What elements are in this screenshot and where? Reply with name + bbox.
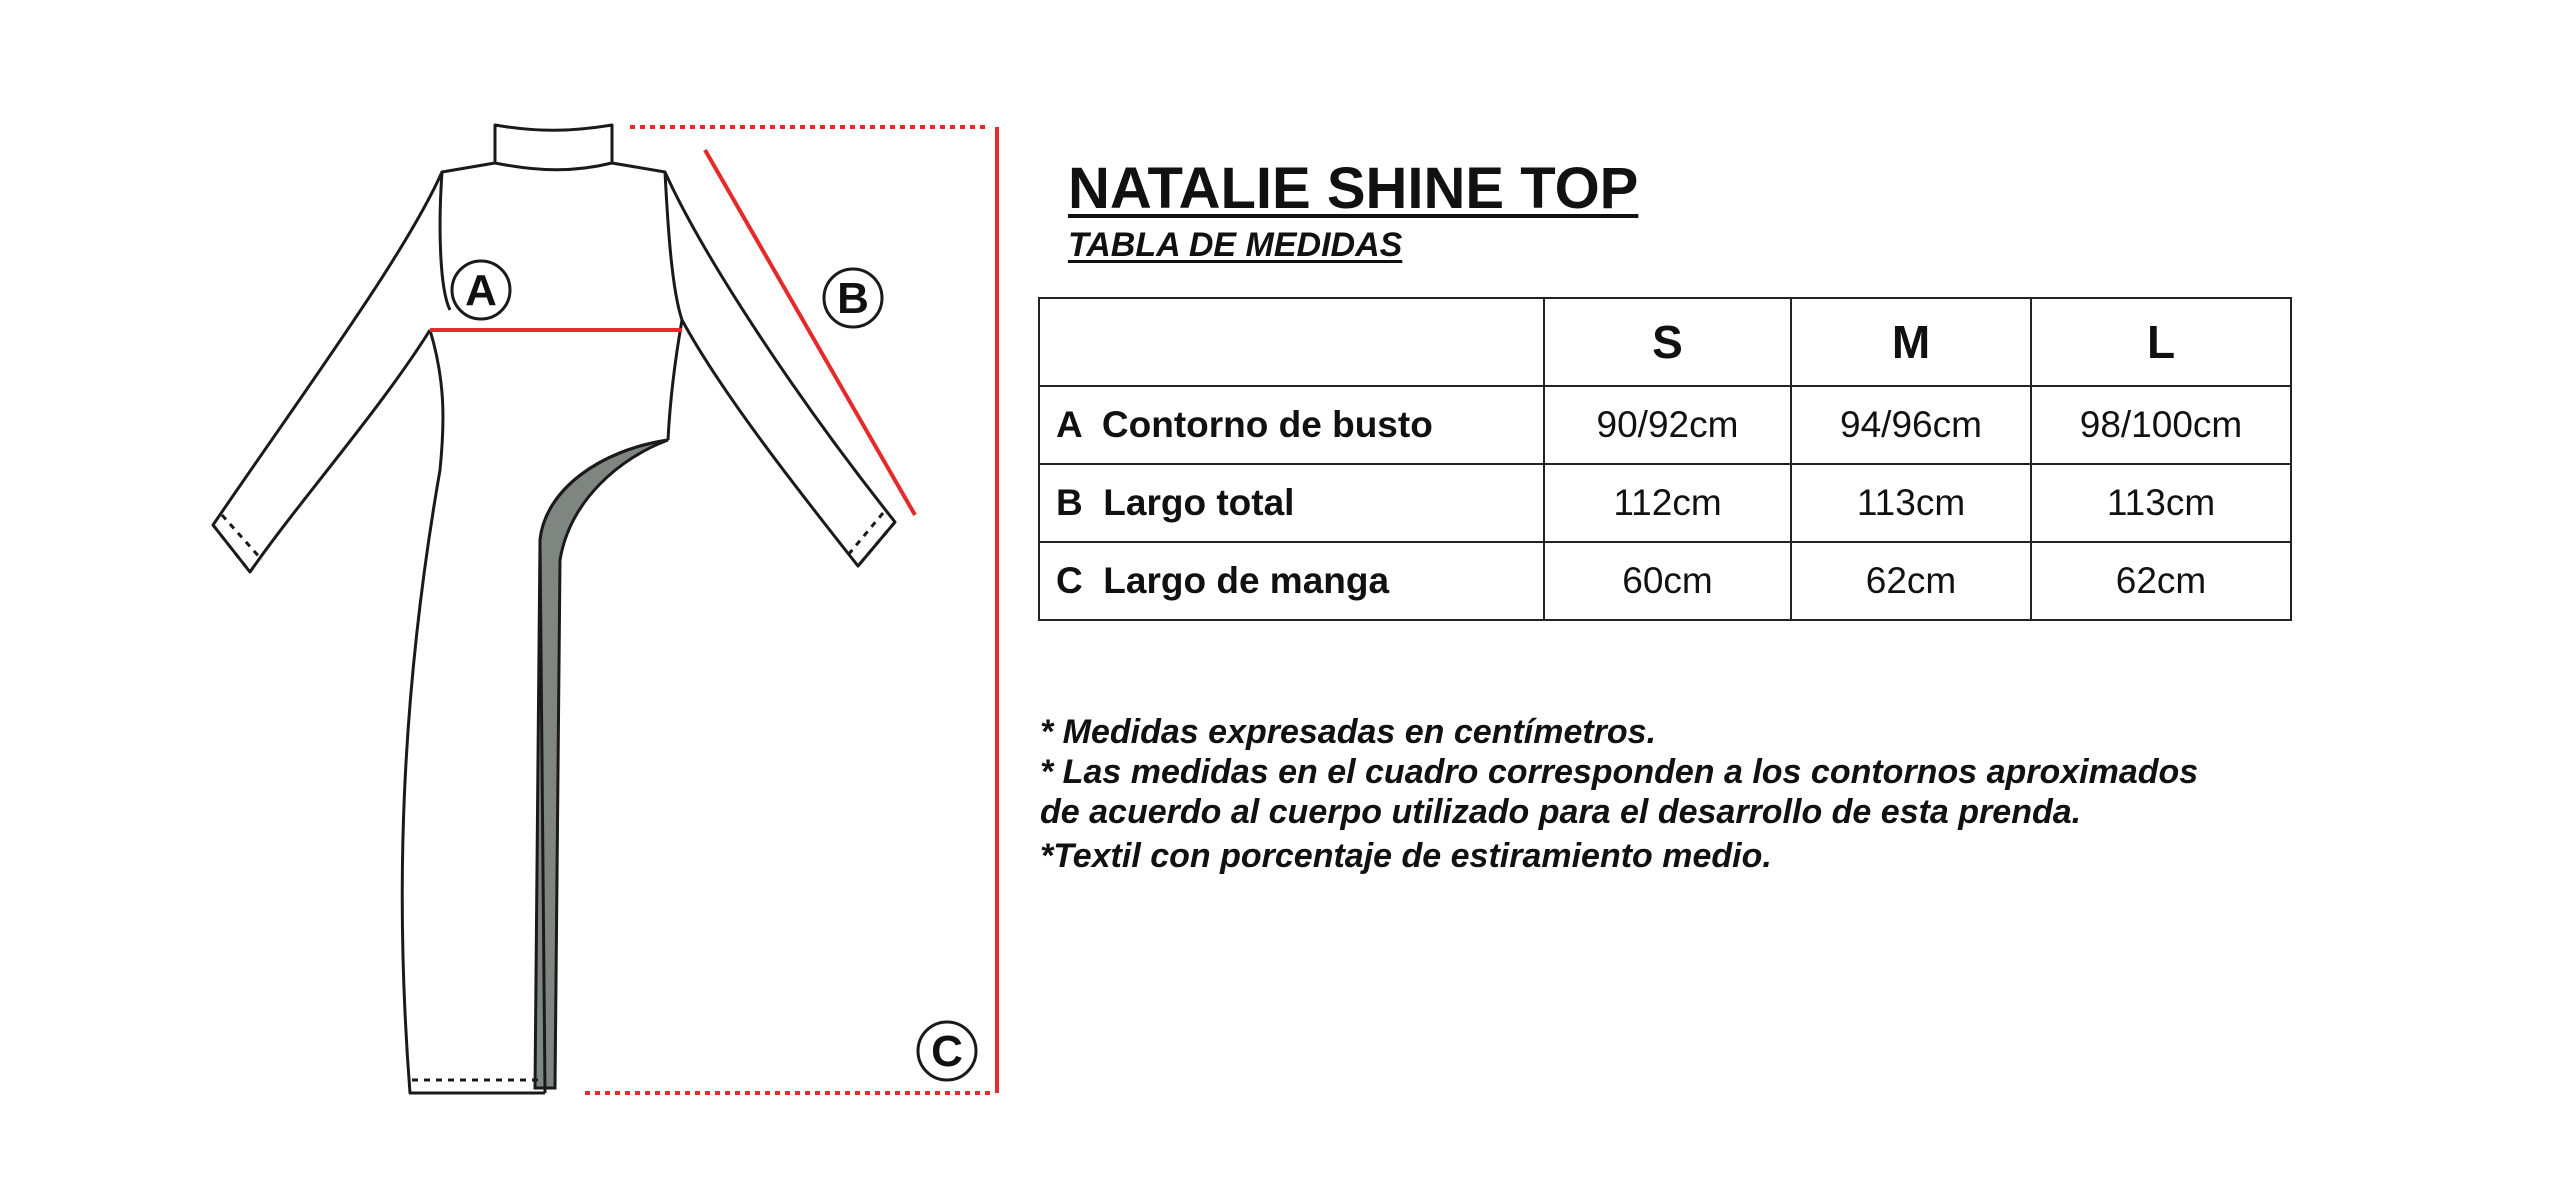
size-table	[1038, 297, 2292, 621]
cell-bust-m: 94/96cm	[1791, 386, 2031, 464]
sleeve-measure-line	[705, 150, 915, 515]
table-subtitle: TABLA DE MEDIDAS	[1068, 226, 1403, 264]
garment-diagram	[0, 0, 1020, 1177]
marker-b-label: B	[837, 274, 869, 323]
table-row	[1039, 464, 2291, 542]
marker-b	[824, 269, 882, 327]
table-row	[1039, 386, 2291, 464]
row-label-bust: A Contorno de busto	[1039, 386, 1544, 464]
cell-sleeve-l: 62cm	[2031, 542, 2291, 620]
cell-sleeve-m: 62cm	[1791, 542, 2031, 620]
note-textile-stretch: *Textil con porcentaje de estiramiento medio.	[1040, 837, 1772, 875]
header-size-l: L	[2031, 298, 2291, 386]
marker-c-label: C	[931, 1027, 963, 1076]
cell-length-s: 112cm	[1544, 464, 1791, 542]
cell-length-l: 113cm	[2031, 464, 2291, 542]
note-body-contours: * Las medidas en el cuadro corresponden a los contornos aproximados de acuerdo al cuerpo utilizado para el desarrollo de esta prenda.	[1040, 753, 2199, 831]
row-label-sleeve: C Largo de manga	[1039, 542, 1544, 620]
cell-length-m: 113cm	[1791, 464, 2031, 542]
cell-bust-l: 98/100cm	[2031, 386, 2291, 464]
lining-panel	[535, 440, 668, 1088]
header-size-s: S	[1544, 298, 1791, 386]
cell-sleeve-s: 60cm	[1544, 542, 1791, 620]
marker-c	[918, 1022, 976, 1080]
table-row	[1039, 542, 2291, 620]
row-label-length: B Largo total	[1039, 464, 1544, 542]
size-header-row	[1039, 298, 2291, 386]
measurement-notes	[1040, 712, 2240, 876]
marker-a-label: A	[465, 266, 497, 315]
note-units: * Medidas expresadas en centímetros.	[1040, 713, 1657, 751]
header-empty	[1039, 298, 1544, 386]
cell-bust-s: 90/92cm	[1544, 386, 1791, 464]
product-title: NATALIE SHINE TOP	[1068, 156, 1639, 221]
marker-a	[452, 261, 510, 319]
header-size-m: M	[1791, 298, 2031, 386]
